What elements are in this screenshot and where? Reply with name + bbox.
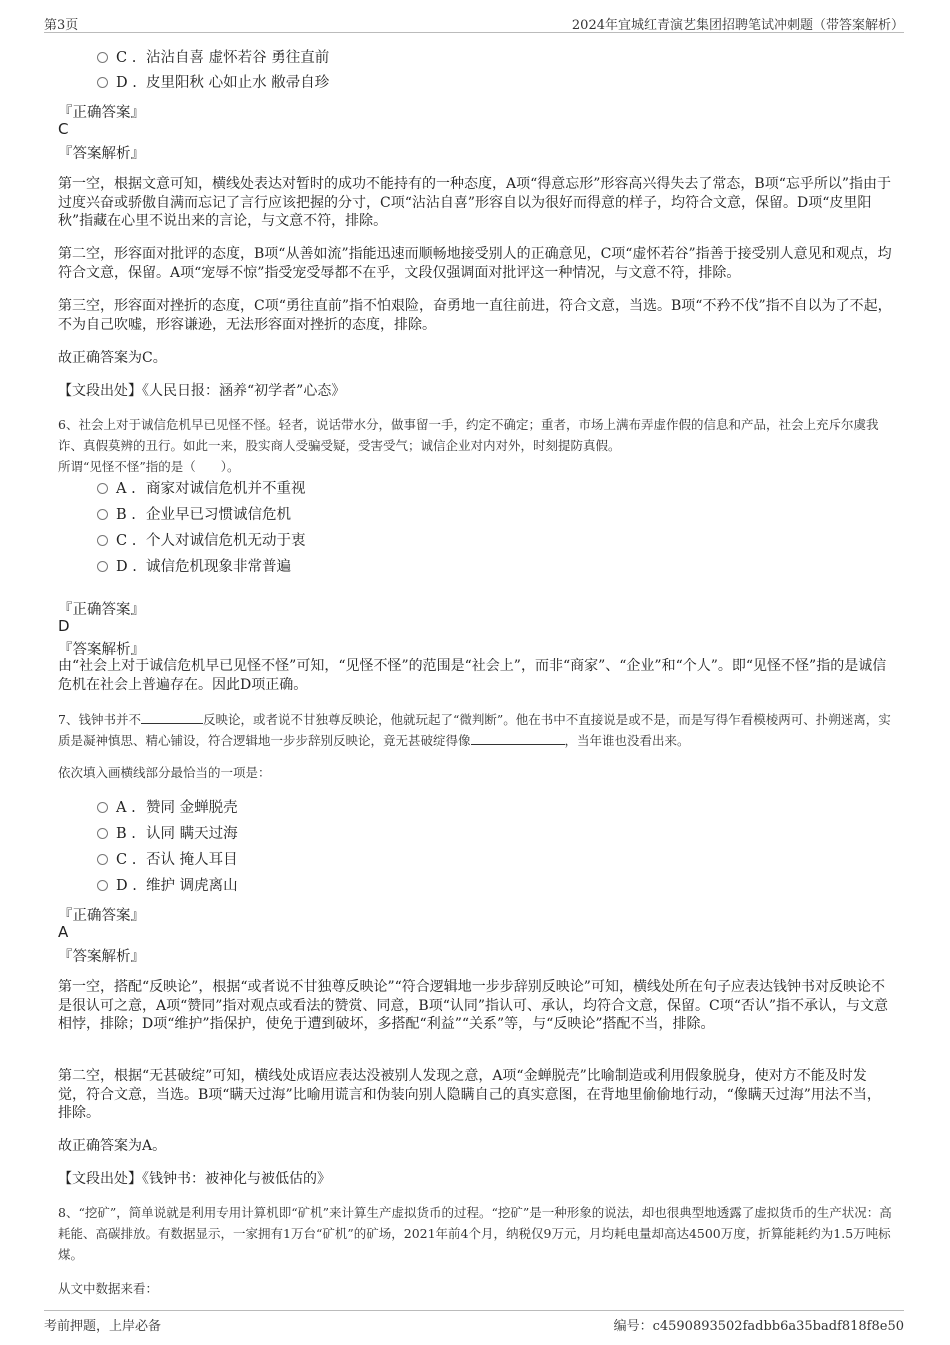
- q6-option-d[interactable]: D . 诚信危机现象非常普遍: [97, 557, 291, 577]
- q6-option-c[interactable]: C . 个人对诚信危机无动于衷: [97, 531, 306, 551]
- analysis-paragraph: 由“社会上对于诚信危机早已见怪不怪”可知，“见怪不怪”的范围是“社会上”，而非“商家”、“企业”和“个人”。即“见怪不怪”指的是诚信危机在社会上普遍存在。因此D项正确。: [58, 658, 887, 693]
- footer-slogan: 考前押题，上岸必备: [44, 1319, 162, 1334]
- source-citation: 【文段出处】《钱钟书：被神化与被低估的》: [58, 1171, 331, 1187]
- question-prompt: 所谓“见怪不怪”指的是（ ）。: [58, 459, 240, 474]
- question-instruction: 依次填入画横线部分最恰当的一项是：: [58, 765, 271, 780]
- page-header: [44, 12, 904, 33]
- radio-icon[interactable]: [97, 77, 108, 88]
- q6-option-b[interactable]: B . 企业早已习惯诚信危机: [97, 505, 291, 525]
- radio-icon[interactable]: [97, 828, 108, 839]
- q7-option-d[interactable]: D . 维护 调虎离山: [97, 876, 238, 896]
- answer-label: 『正确答案』: [58, 908, 145, 924]
- question-stem: 6、社会上对于诚信危机早已见怪不怪。轻者，说话带水分，做事留一手，约定不确定；重者，市场上满布弄虚作假的信息和产品，社会上充斥尔虞我诈、真假莫辨的丑行。如此一来，股实商人受骗受疑，受害受气；诚信企业对内对外，时刻提防真假。: [58, 417, 879, 453]
- analysis-paragraph: 第二空，根据“无甚破绽”可知，横线处成语应表达没被别人发现之意，A项“金蝉脱壳”比喻制造或利用假象脱身，使对方不能及时发觉，符合文意，当选。B项“瞒天过海”比喻用谎言和伪装向别人隐瞒自己的真实意图，在背地里偷偷地行动，“像瞒天过海”用法不当，排除。: [58, 1068, 881, 1121]
- q7-option-c[interactable]: C . 否认 掩人耳目: [97, 850, 238, 870]
- document-id: 编号：c4590893502fadbb6a35badf818f8e50: [613, 1319, 904, 1334]
- analysis-paragraph: 第三空，形容面对挫折的态度，C项“勇往直前”指不怕艰险，奋勇地一直往前进，符合文意，当选。B项“不矜不伐”指不自以为了不起，不为自己吹嘘，形容谦逊，无法形容面对挫折的态度，排除。: [58, 298, 892, 333]
- correct-answer: D: [58, 617, 70, 635]
- question-stem: 8、“挖矿”，简单说就是利用专用计算机即“矿机”来计算生产虚拟货币的过程。“挖矿”是一种形象的说法，却也很典型地透露了虚拟货币的生产状况：高耗能、高碳排放。有数据显示，一家拥有1万台“矿机”的矿场，2021年前4个月，纳税仅9万元，月均耗电量却高达4500万度，折算能耗约为1.5万吨标煤。: [58, 1205, 892, 1262]
- q7-option-b[interactable]: B . 认同 瞒天过海: [97, 824, 238, 844]
- analysis-label: 『答案解析』: [58, 949, 145, 965]
- document-title: 2024年宜城红青演艺集团招聘笔试冲刺题（带答案解析）: [571, 18, 904, 33]
- correct-answer: A: [58, 923, 69, 941]
- radio-icon[interactable]: [97, 483, 108, 494]
- q5-option-d[interactable]: D . 皮里阳秋 心如止水 敝帚自珍: [97, 73, 329, 93]
- blank-1: [141, 711, 203, 724]
- correct-answer: C: [58, 120, 69, 138]
- q6-option-a[interactable]: A . 商家对诚信危机并不重视: [97, 479, 306, 499]
- question-prompt: 从文中数据来看：: [58, 1281, 159, 1296]
- question-stem: 7、钱钟书并不 反映论，或者说不甘独尊反映论，他就玩起了“微判断”。他在书中不直接说是或不是，而是写得乍看模棱两可、扑朔迷离，实质是凝神慎思、精心铺设，符合逻辑地一步步辞别反映论，竟无甚破绽得像 ，当年谁也没看出来。: [58, 712, 891, 748]
- source-citation: 【文段出处】《人民日报：涵养“初学者”心态》: [58, 383, 346, 399]
- page-footer: [44, 1310, 904, 1333]
- radio-icon[interactable]: [97, 880, 108, 891]
- radio-icon[interactable]: [97, 52, 108, 63]
- answer-label: 『正确答案』: [58, 602, 145, 618]
- radio-icon[interactable]: [97, 509, 108, 520]
- analysis-paragraph: 第一空，根据文意可知，横线处表达对暂时的成功不能持有的一种态度，A项“得意忘形”形容高兴得失去了常态，B项“忘乎所以”指由于过度兴奋或骄傲自满而忘记了言行应该把握的分寸，C项“沾沾自喜”形容自以为很好而得意的样子，均符合文意，保留。D项“皮里阳秋”指藏在心里不说出来的言论，与文意不符，排除。: [58, 176, 892, 229]
- q5-option-c[interactable]: C . 沾沾自喜 虚怀若谷 勇往直前: [97, 48, 329, 68]
- radio-icon[interactable]: [97, 535, 108, 546]
- radio-icon[interactable]: [97, 802, 108, 813]
- analysis-label: 『答案解析』: [58, 146, 145, 162]
- radio-icon[interactable]: [97, 561, 108, 572]
- analysis-paragraph: 第二空，形容面对批评的态度，B项“从善如流”指能迅速而顺畅地接受别人的正确意见，C项“虚怀若谷”指善于接受别人意见和观点，均符合文意，保留。A项“宠辱不惊”指受宠受辱都不在乎，文段仅强调面对批评这一种情况，与文意不符，排除。: [58, 246, 892, 281]
- page-number: 第3页: [44, 18, 79, 33]
- analysis-label: 『答案解析』: [58, 642, 145, 658]
- conclusion: 故正确答案为A。: [58, 1138, 167, 1154]
- blank-2: [471, 732, 565, 745]
- conclusion: 故正确答案为C。: [58, 350, 167, 366]
- q7-option-a[interactable]: A . 赞同 金蝉脱壳: [97, 798, 238, 818]
- radio-icon[interactable]: [97, 854, 108, 865]
- analysis-paragraph: 第一空，搭配“反映论”，根据“或者说不甘独尊反映论”“符合逻辑地一步步辞别反映论”可知，横线处所在句子应表达钱钟书对反映论不是很认可之意，A项“赞同”指对观点或看法的赞赏、同意，B项“认同”指认可、承认，均符合文意，保留。C项“否认”指不承认，与文意相悖，排除；D项“维护”指保护，使免于遭到破坏，多搭配“利益”“关系”等，与“反映论”搭配不当，排除。: [58, 979, 889, 1032]
- answer-label: 『正确答案』: [58, 105, 145, 121]
